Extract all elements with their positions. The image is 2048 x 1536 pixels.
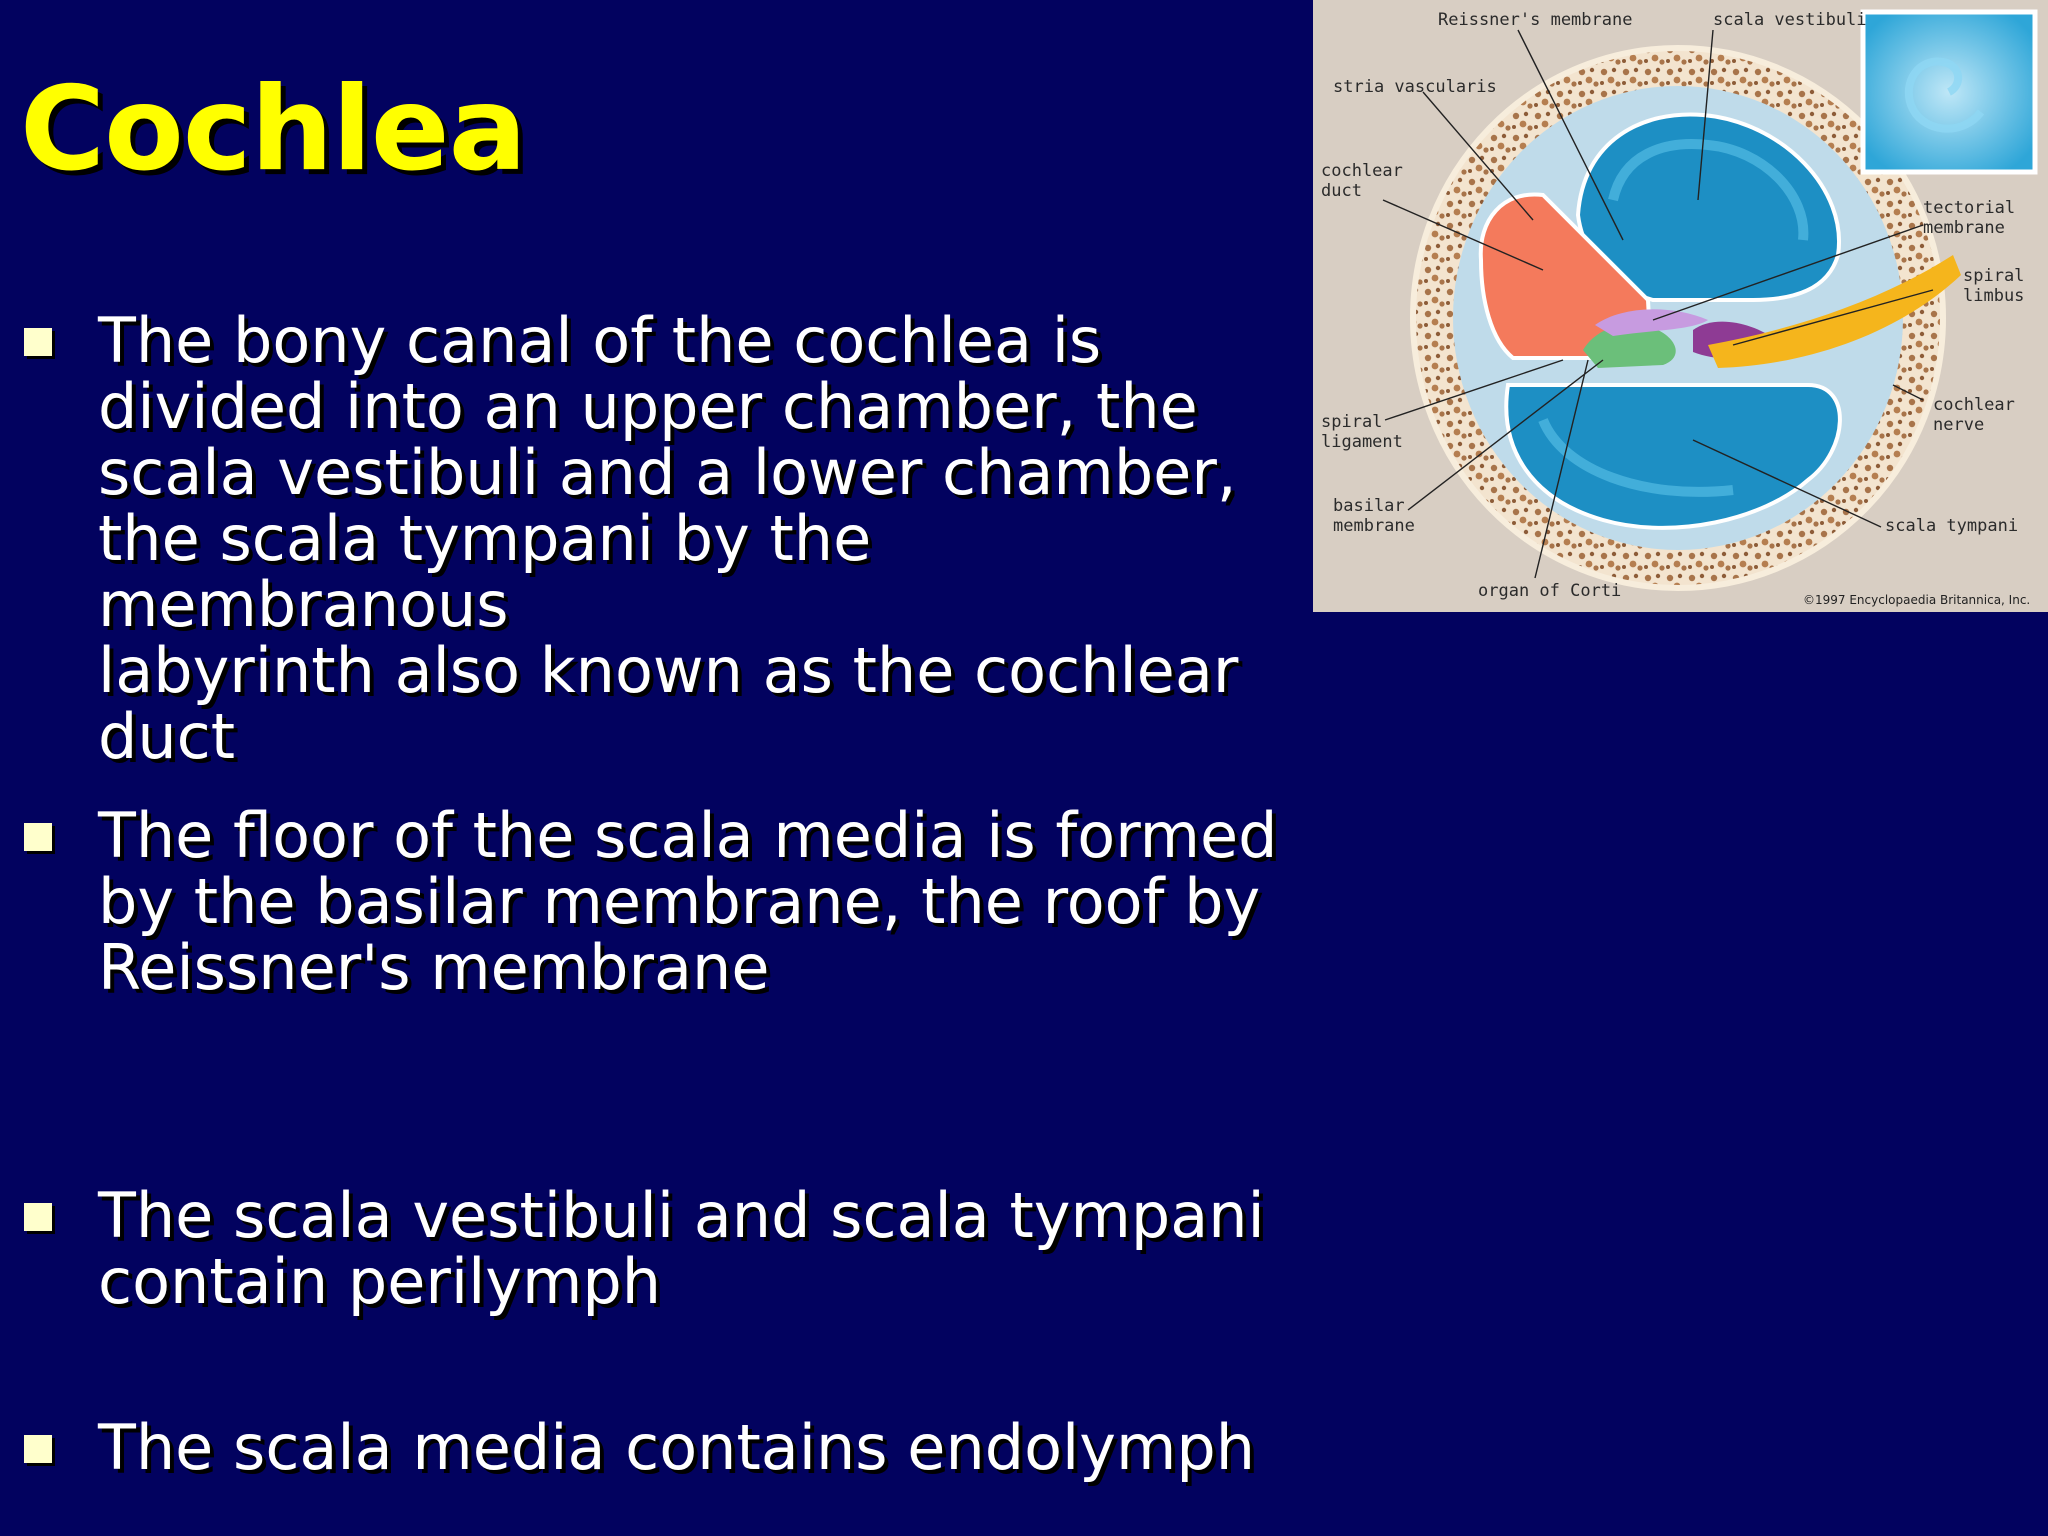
label-cochlear-nerve bbox=[1933, 395, 2025, 435]
label-basilar-membrane bbox=[1333, 496, 1415, 536]
square-bullet-icon bbox=[24, 1435, 52, 1463]
label-nerve-line1: cochlear bbox=[1933, 395, 2015, 415]
label-stria-vascularis: stria vascularis bbox=[1333, 77, 1497, 97]
label-spiral-limbus bbox=[1963, 266, 2035, 306]
cochlea-cross-section-figure bbox=[1313, 0, 2048, 612]
label-cochlear-duct bbox=[1321, 161, 1413, 201]
label-tectorial-line2: membrane bbox=[1923, 218, 2005, 238]
cochlea-diagram bbox=[1313, 0, 2048, 612]
label-nerve-line2: nerve bbox=[1933, 415, 1985, 435]
bullet-text: The scala vestibuli and scala tympani contain perilymph bbox=[98, 1179, 1265, 1318]
square-bullet-icon bbox=[24, 823, 52, 851]
label-scala-tympani: scala tympani bbox=[1885, 516, 2019, 536]
label-cochlear-duct-line2: duct bbox=[1321, 181, 1362, 201]
label-basilar-line2: membrane bbox=[1333, 516, 1415, 536]
label-spiral-ligament bbox=[1321, 412, 1403, 452]
bullet-text: The bony canal of the cochlea is divided into an upper chamber, the scala vestibuli and a lower chamber, the scala tympani by the membranous labyrinth also known as the cochlear duct bbox=[98, 304, 1239, 773]
label-cochlear-duct-line1: cochlear bbox=[1321, 161, 1403, 181]
label-organ-of-corti: organ of Corti bbox=[1478, 581, 1622, 601]
label-ligament-line1: spiral bbox=[1321, 412, 1383, 432]
bullet-text: The floor of the scala media is formed by the basilar membrane, the roof by Reissner's membrane bbox=[98, 799, 1278, 1004]
copyright-text: ©1997 Encyclopaedia Britannica, Inc. bbox=[1803, 593, 2031, 607]
label-limbus-line2: limbus bbox=[1963, 286, 2025, 306]
label-ligament-line2: ligament bbox=[1321, 432, 1403, 452]
label-tectorial-line1: tectorial bbox=[1923, 198, 2016, 218]
label-tectorial-membrane bbox=[1923, 198, 2025, 238]
bullet-text: The scala media contains endolymph bbox=[98, 1411, 1255, 1484]
label-scala-vestibuli: scala vestibuli bbox=[1713, 10, 1867, 30]
label-reissners-membrane: Reissner's membrane bbox=[1438, 10, 1633, 30]
square-bullet-icon bbox=[24, 328, 52, 356]
slide-title: Cochlea bbox=[20, 62, 526, 197]
square-bullet-icon bbox=[24, 1203, 52, 1231]
label-limbus-line1: spiral bbox=[1963, 266, 2025, 286]
label-basilar-line1: basilar bbox=[1333, 496, 1405, 516]
